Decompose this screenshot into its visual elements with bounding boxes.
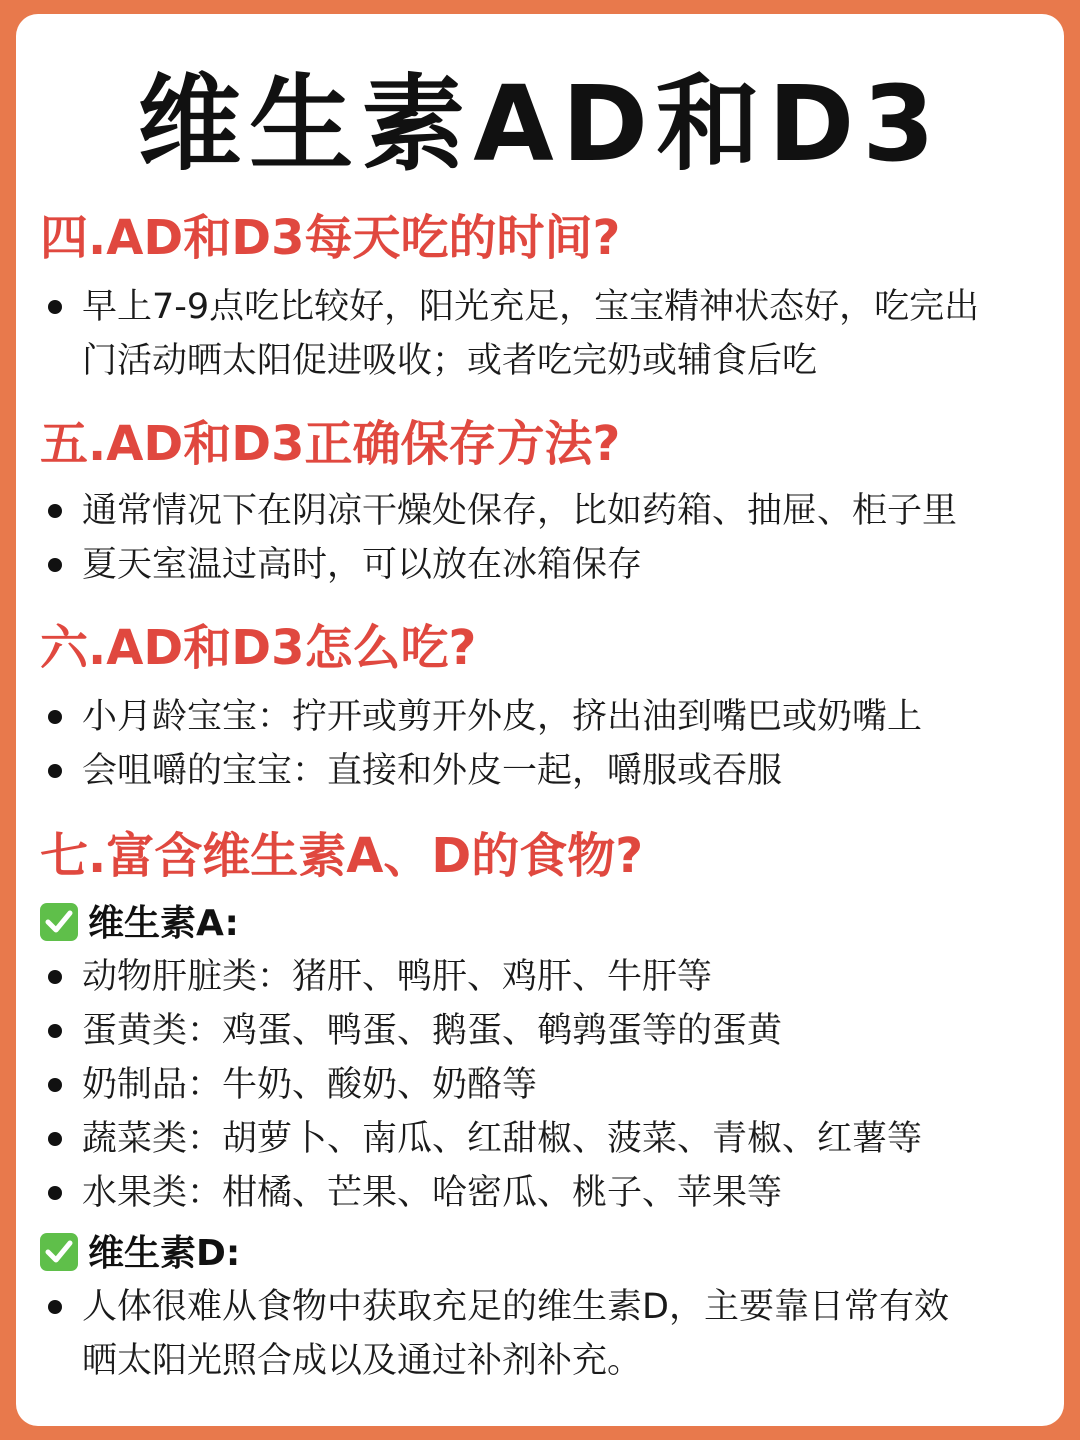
bullet-dot-icon [48, 1186, 62, 1200]
bullet-dot-icon [48, 1078, 62, 1092]
bullet-dot-icon [48, 1132, 62, 1146]
usage-list [44, 690, 1054, 798]
list-item [44, 484, 1054, 538]
list-item [44, 950, 1054, 1004]
list-item-text: 通常情况下在阴凉干燥处保存，比如药箱、抽屉、柜子里 [82, 491, 958, 531]
list-item-continuation [44, 1334, 1054, 1388]
list-item-text: 门活动晒太阳促进吸收；或者吃完奶或辅食后吃 [82, 341, 818, 381]
bullet-dot-icon [48, 710, 62, 724]
check-box-icon [40, 1233, 78, 1271]
section-heading-timing: 四.AD和D3每天吃的时间? [40, 210, 621, 266]
bullet-dot-icon [48, 300, 62, 314]
vitamin-d-list [44, 1280, 1054, 1388]
list-item-text: 水果类：柑橘、芒果、哈密瓜、桃子、苹果等 [82, 1173, 783, 1213]
bullet-dot-icon [48, 764, 62, 778]
list-item [44, 538, 1054, 592]
section-heading-usage: 六.AD和D3怎么吃? [40, 620, 477, 676]
list-item [44, 1058, 1054, 1112]
vitamin-d-label: 维生素D: [88, 1233, 241, 1274]
list-item-text: 晒太阳光照合成以及通过补剂补充。 [82, 1341, 643, 1381]
list-item-text: 会咀嚼的宝宝：直接和外皮一起，嚼服或吞服 [82, 751, 783, 791]
list-item [44, 744, 1054, 798]
list-item [44, 1004, 1054, 1058]
section-heading-foods: 七.富含维生素A、D的食物? [40, 828, 644, 884]
content-card [16, 14, 1064, 1426]
list-item-text: 蔬菜类：胡萝卜、南瓜、红甜椒、菠菜、青椒、红薯等 [82, 1119, 923, 1159]
bullet-dot-icon [48, 1024, 62, 1038]
vitamin-a-heading [40, 900, 239, 948]
list-item-text: 蛋黄类：鸡蛋、鸭蛋、鹅蛋、鹌鹑蛋等的蛋黄 [82, 1011, 783, 1051]
timing-list [44, 280, 1054, 388]
list-item-text: 人体很难从食物中获取充足的维生素D，主要靠日常有效 [82, 1287, 949, 1327]
list-item [44, 1280, 1054, 1334]
list-item-text: 早上7-9点吃比较好，阳光充足，宝宝精神状态好，吃完出 [82, 287, 980, 327]
vitamin-a-list [44, 950, 1054, 1220]
list-item [44, 280, 1054, 334]
bullet-dot-icon [48, 970, 62, 984]
bullet-dot-icon [48, 504, 62, 518]
vitamin-d-heading [40, 1230, 240, 1278]
list-item-text: 奶制品：牛奶、酸奶、奶酪等 [82, 1065, 538, 1105]
storage-list [44, 484, 1054, 592]
section-heading-storage: 五.AD和D3正确保存方法? [40, 416, 621, 472]
bullet-dot-icon [48, 558, 62, 572]
list-item-continuation [44, 334, 1054, 388]
page-title: 维生素AD和D3 [137, 63, 943, 185]
list-item [44, 690, 1054, 744]
bullet-dot-icon [48, 1300, 62, 1314]
vitamin-a-label: 维生素A: [88, 903, 239, 944]
list-item-text: 动物肝脏类：猪肝、鸭肝、鸡肝、牛肝等 [82, 957, 713, 997]
list-item [44, 1112, 1054, 1166]
check-box-icon [40, 903, 78, 941]
list-item-text: 夏天室温过高时，可以放在冰箱保存 [82, 545, 643, 585]
list-item-text: 小月龄宝宝：拧开或剪开外皮，挤出油到嘴巴或奶嘴上 [82, 697, 923, 737]
list-item [44, 1166, 1054, 1220]
